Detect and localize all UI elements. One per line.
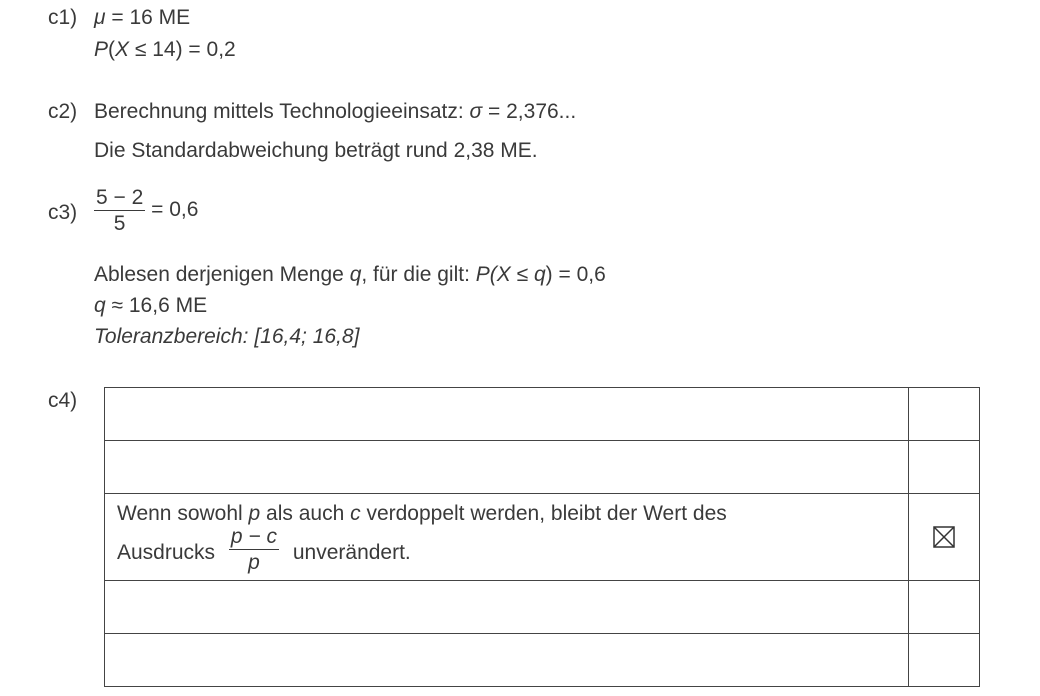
c3-line2 <box>94 294 207 318</box>
option-3-text-d: verdoppelt werden, bleibt der Wert des <box>360 502 727 525</box>
table-row <box>105 441 980 494</box>
x-symbol: (X <box>489 263 511 286</box>
mu-symbol: μ <box>94 6 106 29</box>
p-symbol: p <box>248 502 261 525</box>
option-3-line2 <box>117 525 908 576</box>
option-3-fraction <box>229 526 279 573</box>
option-3-text-ausdrucks: Ausdrucks <box>117 541 216 564</box>
x-symbol: X <box>115 38 130 61</box>
c-symbol: c <box>350 502 361 525</box>
c2-line1 <box>94 100 576 124</box>
c3-result: = 0,6 <box>145 198 199 222</box>
option-checkbox-3[interactable] <box>909 494 980 581</box>
c3-line1-rest: ) = 0,6 <box>545 263 606 286</box>
c1-line2-rest: ≤ 14) = 0,2 <box>129 38 236 61</box>
p-symbol: P <box>475 263 490 286</box>
p-symbol: P <box>94 38 109 61</box>
c4-answer-table <box>104 387 980 687</box>
le-symbol: ≤ <box>510 263 534 286</box>
c2-line1-text: Berechnung mittels Technologieeinsatz: <box>94 100 470 123</box>
q-symbol: q <box>533 263 546 286</box>
c3-line1-text: Ablesen derjenigen Menge <box>94 263 350 286</box>
option-checkbox-5[interactable] <box>909 634 980 687</box>
c2-line1-rest: = 2,376... <box>482 100 577 123</box>
option-text-1 <box>105 388 909 441</box>
c2-label: c2) <box>48 100 78 123</box>
option-checkbox-2[interactable] <box>909 441 980 494</box>
c1-line1-rest: = 16 ME <box>105 6 191 29</box>
checked-x-icon <box>933 526 955 548</box>
c1-line1 <box>94 6 190 30</box>
option-3-text-b: als auch <box>260 502 351 525</box>
c3-label: c3) <box>48 201 78 224</box>
paren: ( <box>108 38 116 61</box>
option-text-2 <box>105 441 909 494</box>
option-checkbox-4[interactable] <box>909 581 980 634</box>
table-row <box>105 634 980 687</box>
option-3-text-unveraendert: unverändert. <box>292 541 411 564</box>
q-symbol: q <box>94 294 106 317</box>
c2-line2: Die Standardabweichung beträgt rund 2,38 ME. <box>94 139 538 162</box>
c3-fraction <box>94 187 145 234</box>
option-checkbox-1[interactable] <box>909 388 980 441</box>
option-3-fraction-numerator: p − c <box>230 525 278 548</box>
c3-line1-text2: , für die gilt: <box>361 263 476 286</box>
q-symbol: q <box>349 263 362 286</box>
table-row <box>105 388 980 441</box>
option-3-text-a: Wenn sowohl <box>117 502 249 525</box>
c3-fraction-denominator: 5 <box>113 212 126 235</box>
option-text-4 <box>105 581 909 634</box>
c1-line2 <box>94 38 236 62</box>
c3-line1 <box>94 263 606 287</box>
option-3-fraction-denominator: p <box>248 551 260 574</box>
c3-line2-rest: ≈ 16,6 ME <box>105 294 208 317</box>
c3-equation <box>94 187 198 234</box>
option-text-5 <box>105 634 909 687</box>
table-row <box>105 494 980 581</box>
sigma-symbol: σ <box>469 100 483 123</box>
table-row <box>105 581 980 634</box>
c4-label: c4) <box>48 389 78 412</box>
c3-fraction-numerator: 5 − 2 <box>96 186 144 209</box>
c3-tolerance: Toleranzbereich: [16,4; 16,8] <box>94 325 360 348</box>
option-text-3 <box>105 494 909 581</box>
c1-label: c1) <box>48 6 78 29</box>
